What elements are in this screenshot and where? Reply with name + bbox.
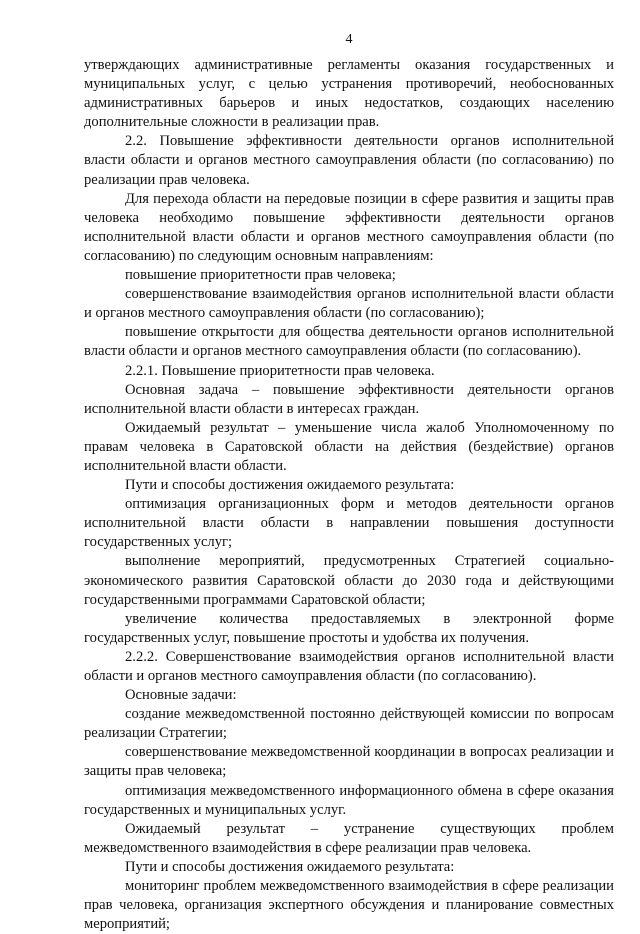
subsection-heading: 2.2.2. Совершенствование взаимодействия органов исполнительной власти области и органов местного самоуправления области (по согласованию). (84, 648, 614, 684)
page-number: 4 (345, 32, 353, 47)
document-page (84, 30, 614, 934)
list-item: повышение открытости для общества деятельности органов исполнительной власти области и органов местного самоуправления области (по согласованию). (84, 324, 614, 360)
list-item: создание межведомственной постоянно действующей комиссии по вопросам реализации Стратегии; (84, 706, 614, 742)
list-item: совершенствование межведомственной координации в вопросах реализации и защиты прав человека; (84, 744, 614, 780)
subsection-heading: 2.2.1. Повышение приоритетности прав человека. (125, 362, 435, 379)
document-body (84, 56, 614, 934)
list-item: оптимизация организационных форм и методов деятельности органов исполнительной власти области в направлении повышения доступности государственных услуг; (84, 496, 614, 551)
list-item: выполнение мероприятий, предусмотренных Стратегией социально-экономического развития Саратовской области до 2030 года и действующими государственными программами Саратовской области; (84, 553, 614, 608)
list-item: оптимизация межведомственного информационного обмена в сфере оказания государственных и муниципальных услуг. (84, 782, 614, 818)
list-item: мониторинг проблем межведомственного взаимодействия в сфере реализации прав человека, организация экспертного обсуждения и планирование совместных мероприятий; (84, 878, 614, 933)
paragraph: Для перехода области на передовые позиции в сфере развития и защиты прав человека необходимо повышение эффективности деятельности органов исполнительной власти области и органов местного самоуправления области (по согласованию) по следующим основным направлениям: (84, 190, 614, 264)
section-heading: 2.2. Повышение эффективности деятельности органов исполнительной власти области и органов местного самоуправления области (по согласованию) по реализации прав человека. (84, 133, 614, 188)
list-item: увеличение количества предоставляемых в электронной форме государственных услуг, повышение простоты и удобства их получения. (84, 610, 614, 646)
paragraph: Пути и способы достижения ожидаемого результата: (125, 858, 455, 875)
paragraph: Ожидаемый результат – устранение существующих проблем межведомственного взаимодействия в сфере реализации прав человека. (84, 820, 614, 856)
paragraph: Основная задача – повышение эффективности деятельности органов исполнительной власти области в интересах граждан. (84, 381, 614, 417)
paragraph: Основные задачи: (125, 687, 237, 704)
list-item: совершенствование взаимодействия органов исполнительной власти области и органов местного самоуправления области (по согласованию); (84, 286, 614, 322)
paragraph: Пути и способы достижения ожидаемого результата: (125, 477, 455, 494)
list-item: повышение приоритетности прав человека; (125, 267, 396, 284)
paragraph: Ожидаемый результат – уменьшение числа жалоб Уполномоченному по правам человека в Саратовской области на действия (бездействие) органов исполнительной власти области. (84, 419, 614, 474)
paragraph: утверждающих административные регламенты оказания государственных и муниципальных услуг, с целью устранения противоречий, необоснованных административных барьеров и иных недостатков, создающих населению дополнительные сложности в реализации прав. (84, 57, 614, 131)
